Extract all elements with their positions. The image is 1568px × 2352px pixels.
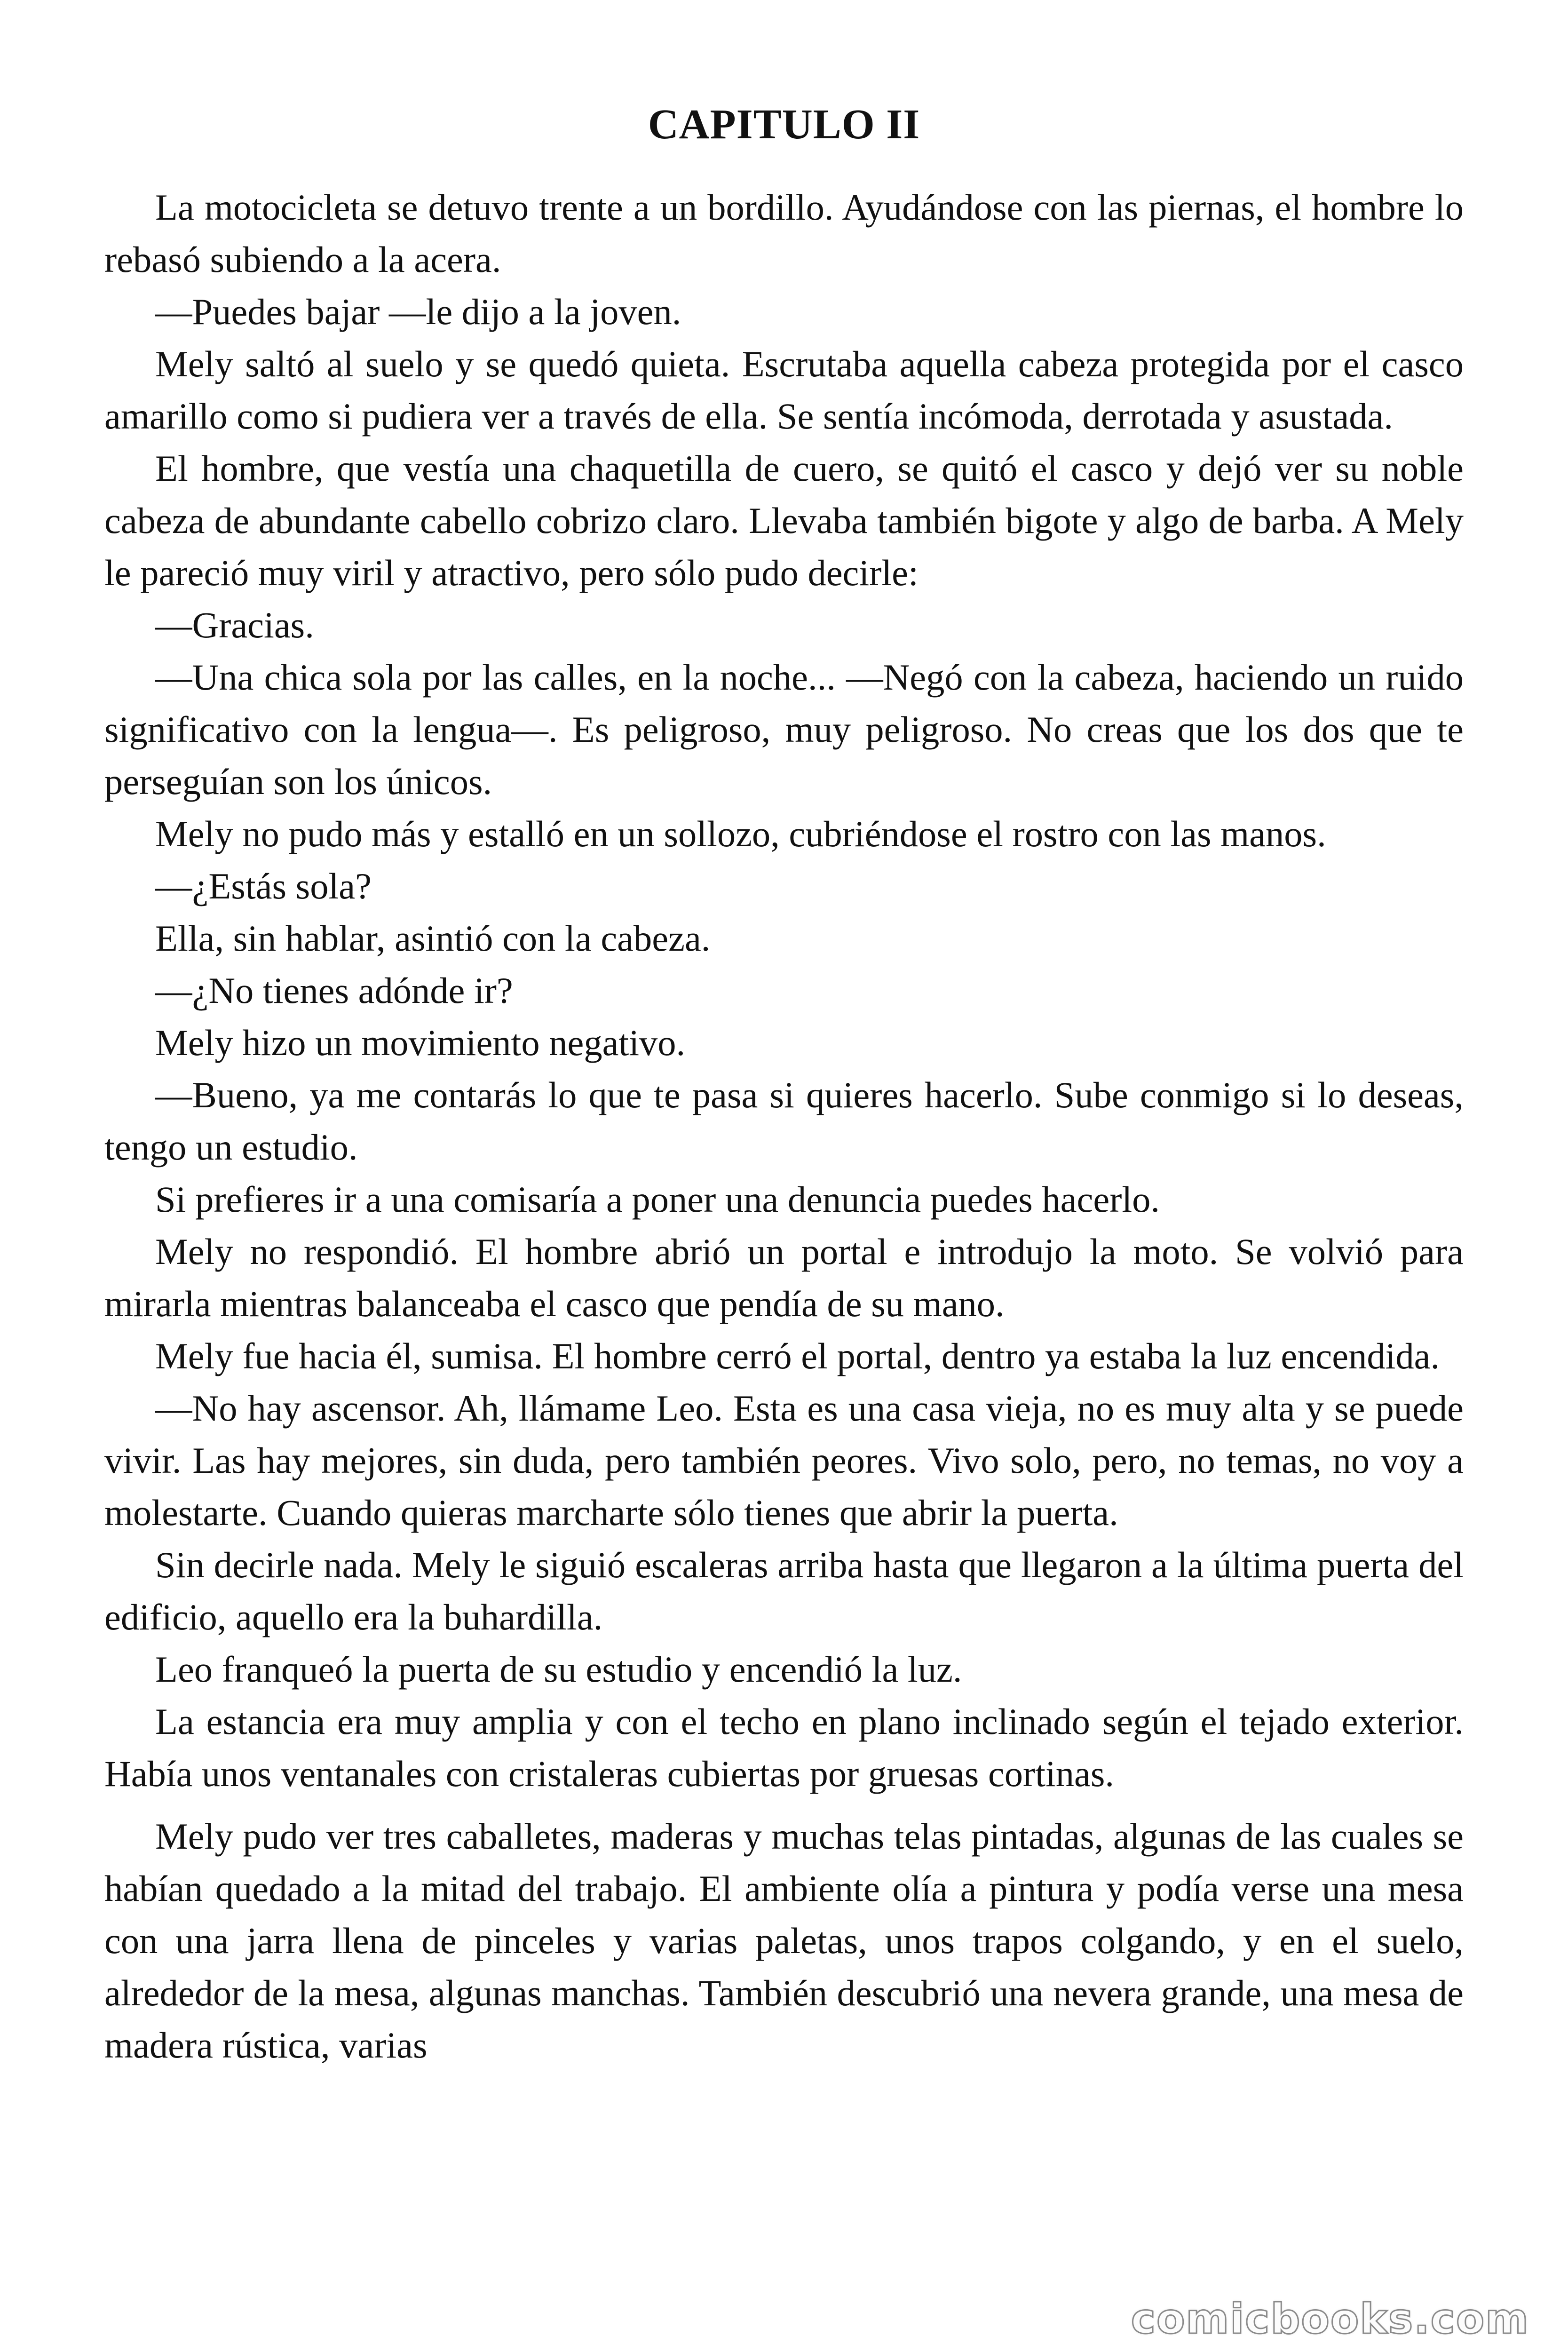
paragraph: El hombre, que vestía una chaquetilla de cuero, se quitó el casco y dejó ver su noble cabeza de abundante cabello cobrizo claro. Llevaba también bigote y algo de barba. A Mely le pareció muy viril y atractivo, pero sólo pudo decirle:	[104, 448, 1464, 593]
watermark: comicbooks.com	[1125, 2296, 1535, 2343]
paragraph: —Puedes bajar —le dijo a la joven.	[155, 291, 681, 332]
paragraph: Mely pudo ver tres caballetes, maderas y muchas telas pintadas, algunas de las cuales se habían quedado a la mitad del trabajo. El ambiente olía a pintura y podía verse una mesa con una jarra llena de pinceles y varias paletas, unos trapos colgando, y en el suelo, alrededor de la mesa, algunas manchas. También descubrió una nevera grande, una mesa de madera rústica, varias	[104, 1816, 1464, 2066]
paragraph: Mely fue hacia él, sumisa. El hombre cerró el portal, dentro ya estaba la luz encendida.	[155, 1335, 1440, 1376]
paragraph: Leo franqueó la puerta de su estudio y encendió la luz.	[155, 1649, 962, 1690]
paragraph: —¿Estás sola?	[155, 866, 372, 906]
paragraph: Mely saltó al suelo y se quedó quieta. Escrutaba aquella cabeza protegida por el casco amarillo como si pudiera ver a través de ella. Se sentía incómoda, derrotada y asustada.	[104, 343, 1464, 437]
paragraph: Ella, sin hablar, asintió con la cabeza.	[155, 918, 711, 959]
paragraph: Mely hizo un movimiento negativo.	[155, 1022, 686, 1063]
paragraph: —Bueno, ya me contarás lo que te pasa si quieres hacerlo. Sube conmigo si lo deseas, tengo un estudio.	[104, 1074, 1464, 1168]
paragraph: —No hay ascensor. Ah, llámame Leo. Esta es una casa vieja, no es muy alta y se puede vivir. Las hay mejores, sin duda, pero también peores. Vivo solo, pero, no temas, no voy a molestarte. Cuando quieras marcharte sólo tienes que abrir la puerta.	[104, 1388, 1464, 1533]
paragraph: La estancia era muy amplia y con el techo en plano inclinado según el tejado exterior. Había unos ventanales con cristaleras cubiertas por gruesas cortinas.	[104, 1701, 1464, 1794]
paragraph: Si prefieres ir a una comisaría a poner una denuncia puedes hacerlo.	[155, 1179, 1160, 1220]
paragraph: Mely no pudo más y estalló en un sollozo, cubriéndose el rostro con las manos.	[155, 813, 1326, 854]
paragraph: La motocicleta se detuvo trente a un bordillo. Ayudándose con las piernas, el hombre lo rebasó subiendo a la acera.	[104, 187, 1464, 280]
paragraph: —Gracias.	[155, 604, 314, 645]
paragraph: —Una chica sola por las calles, en la noche... —Negó con la cabeza, haciendo un ruido significativo con la lengua—. Es peligroso, muy peligroso. No creas que los dos que te perseguían son los únicos.	[104, 657, 1464, 802]
paragraph: Sin decirle nada. Mely le siguió escaleras arriba hasta que llegaron a la última puerta del edificio, aquello era la buhardilla.	[104, 1544, 1464, 1637]
chapter-body	[104, 181, 1464, 2071]
paragraph: —¿No tienes adónde ir?	[155, 970, 513, 1011]
chapter-title: CAPITULO II	[648, 101, 920, 148]
paragraph: Mely no respondió. El hombre abrió un portal e introdujo la moto. Se volvió para mirarla mientras balanceaba el casco que pendía de su mano.	[104, 1231, 1464, 1324]
